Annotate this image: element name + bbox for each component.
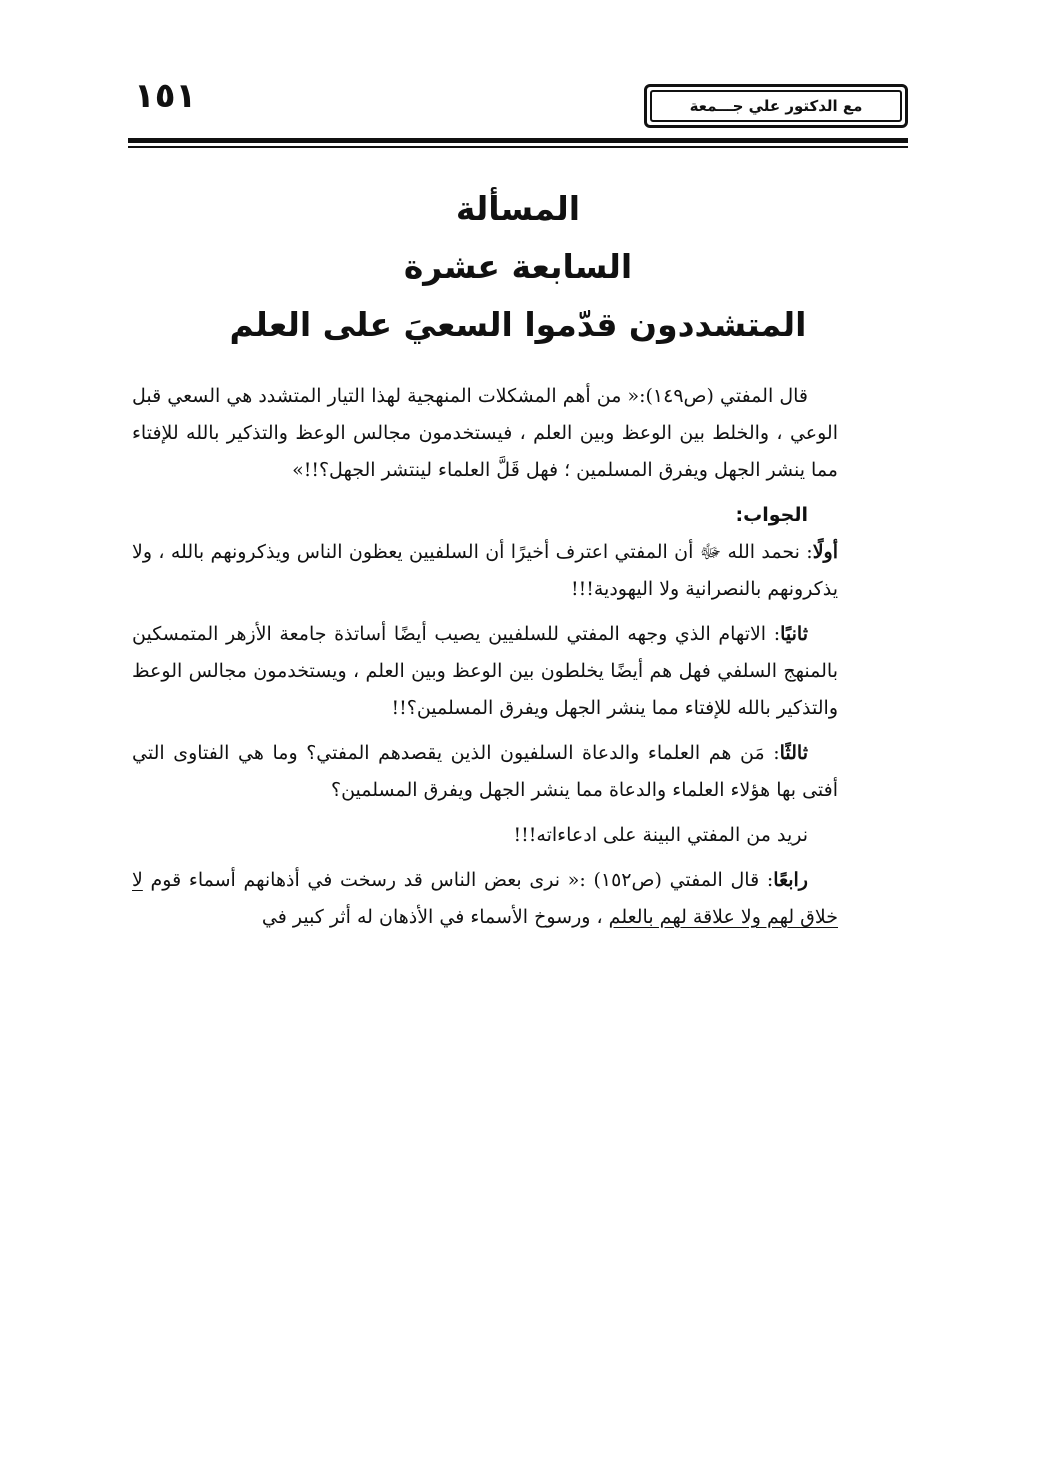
answer-heading: الجواب: [735, 504, 808, 526]
page-header [128, 74, 908, 134]
chapter-title [128, 180, 908, 354]
third-point-text: : مَن هم العلماء والدعاة السلفيون الذين يقصدهم المفتي؟ وما هي الفتاوى التي أفتى بها هؤلاء العلماء والدعاة مما ينشر الجهل ويفرق المسلمين؟ [132, 742, 838, 801]
fourth-point-text-2: ، ورسوخ الأسماء في الأذهان له أثر كبير في [261, 906, 609, 928]
second-point-text: : الاتهام الذي وجهه المفتي للسلفيين يصيب أيضًا أساتذة جامعة الأزهر المتمسكين بالمنهج السلفي فهل هم أيضًا يخلطون بين الوعظ وبين العلم ، ويستخدمون مجالس الوعظ والتذكير بالله للإفتاء مما ينشر الجهل ويفرق المسلمين؟!! [132, 623, 838, 719]
running-title-box [644, 84, 908, 128]
running-title: مع الدكتور علي جـــمعة [650, 90, 902, 122]
demand-paragraph: نريد من المفتي البينة على ادعاءاته!!! [513, 824, 808, 846]
title-line-1: المسألة [455, 189, 581, 228]
first-point-text: : نحمد الله ﷻ أن المفتي اعترف أخيرًا أن السلفيين يعظون الناس ويذكرونهم بالله ، ولا يذكرونهم بالنصرانية ولا اليهودية!!! [132, 541, 838, 600]
third-point-lead: ثالثًا [779, 742, 808, 764]
third-point [132, 735, 838, 809]
first-point [132, 534, 838, 608]
fourth-point-lead: رابعًا [773, 869, 808, 891]
header-rule-thin [128, 146, 908, 148]
fourth-point-underlined: لا خلاق لهم ولا علاقة لهم بالعلم [132, 869, 838, 928]
fourth-point [132, 862, 838, 936]
first-point-lead: أولًا [812, 541, 838, 563]
second-point [132, 616, 838, 727]
title-line-2: السابعة عشرة [403, 247, 633, 286]
header-rule-thick [128, 138, 908, 143]
body-text [132, 378, 838, 944]
page-number: ١٥١ [134, 76, 197, 116]
second-point-lead: ثانيًا [780, 623, 808, 645]
fourth-point-text-1: : قال المفتي (ص١٥٢) :« نرى بعض الناس قد رسخت في أذهانهم أسماء قوم [142, 869, 774, 891]
title-line-3: المتشددون قدّموا السعيَ على العلم [229, 305, 807, 344]
quote-paragraph: قال المفتي (ص١٤٩):« من أهم المشكلات المنهجية لهذا التيار المتشدد هي السعي قبل الوعي ، والخلط بين الوعظ وبين العلم ، فيستخدمون مجالس الوعظ والتذكير بالله للإفتاء مما ينشر الجهل ويفرق المسلمين ؛ فهل قَلَّ العلماء لينتشر الجهل؟!!» [132, 385, 838, 481]
